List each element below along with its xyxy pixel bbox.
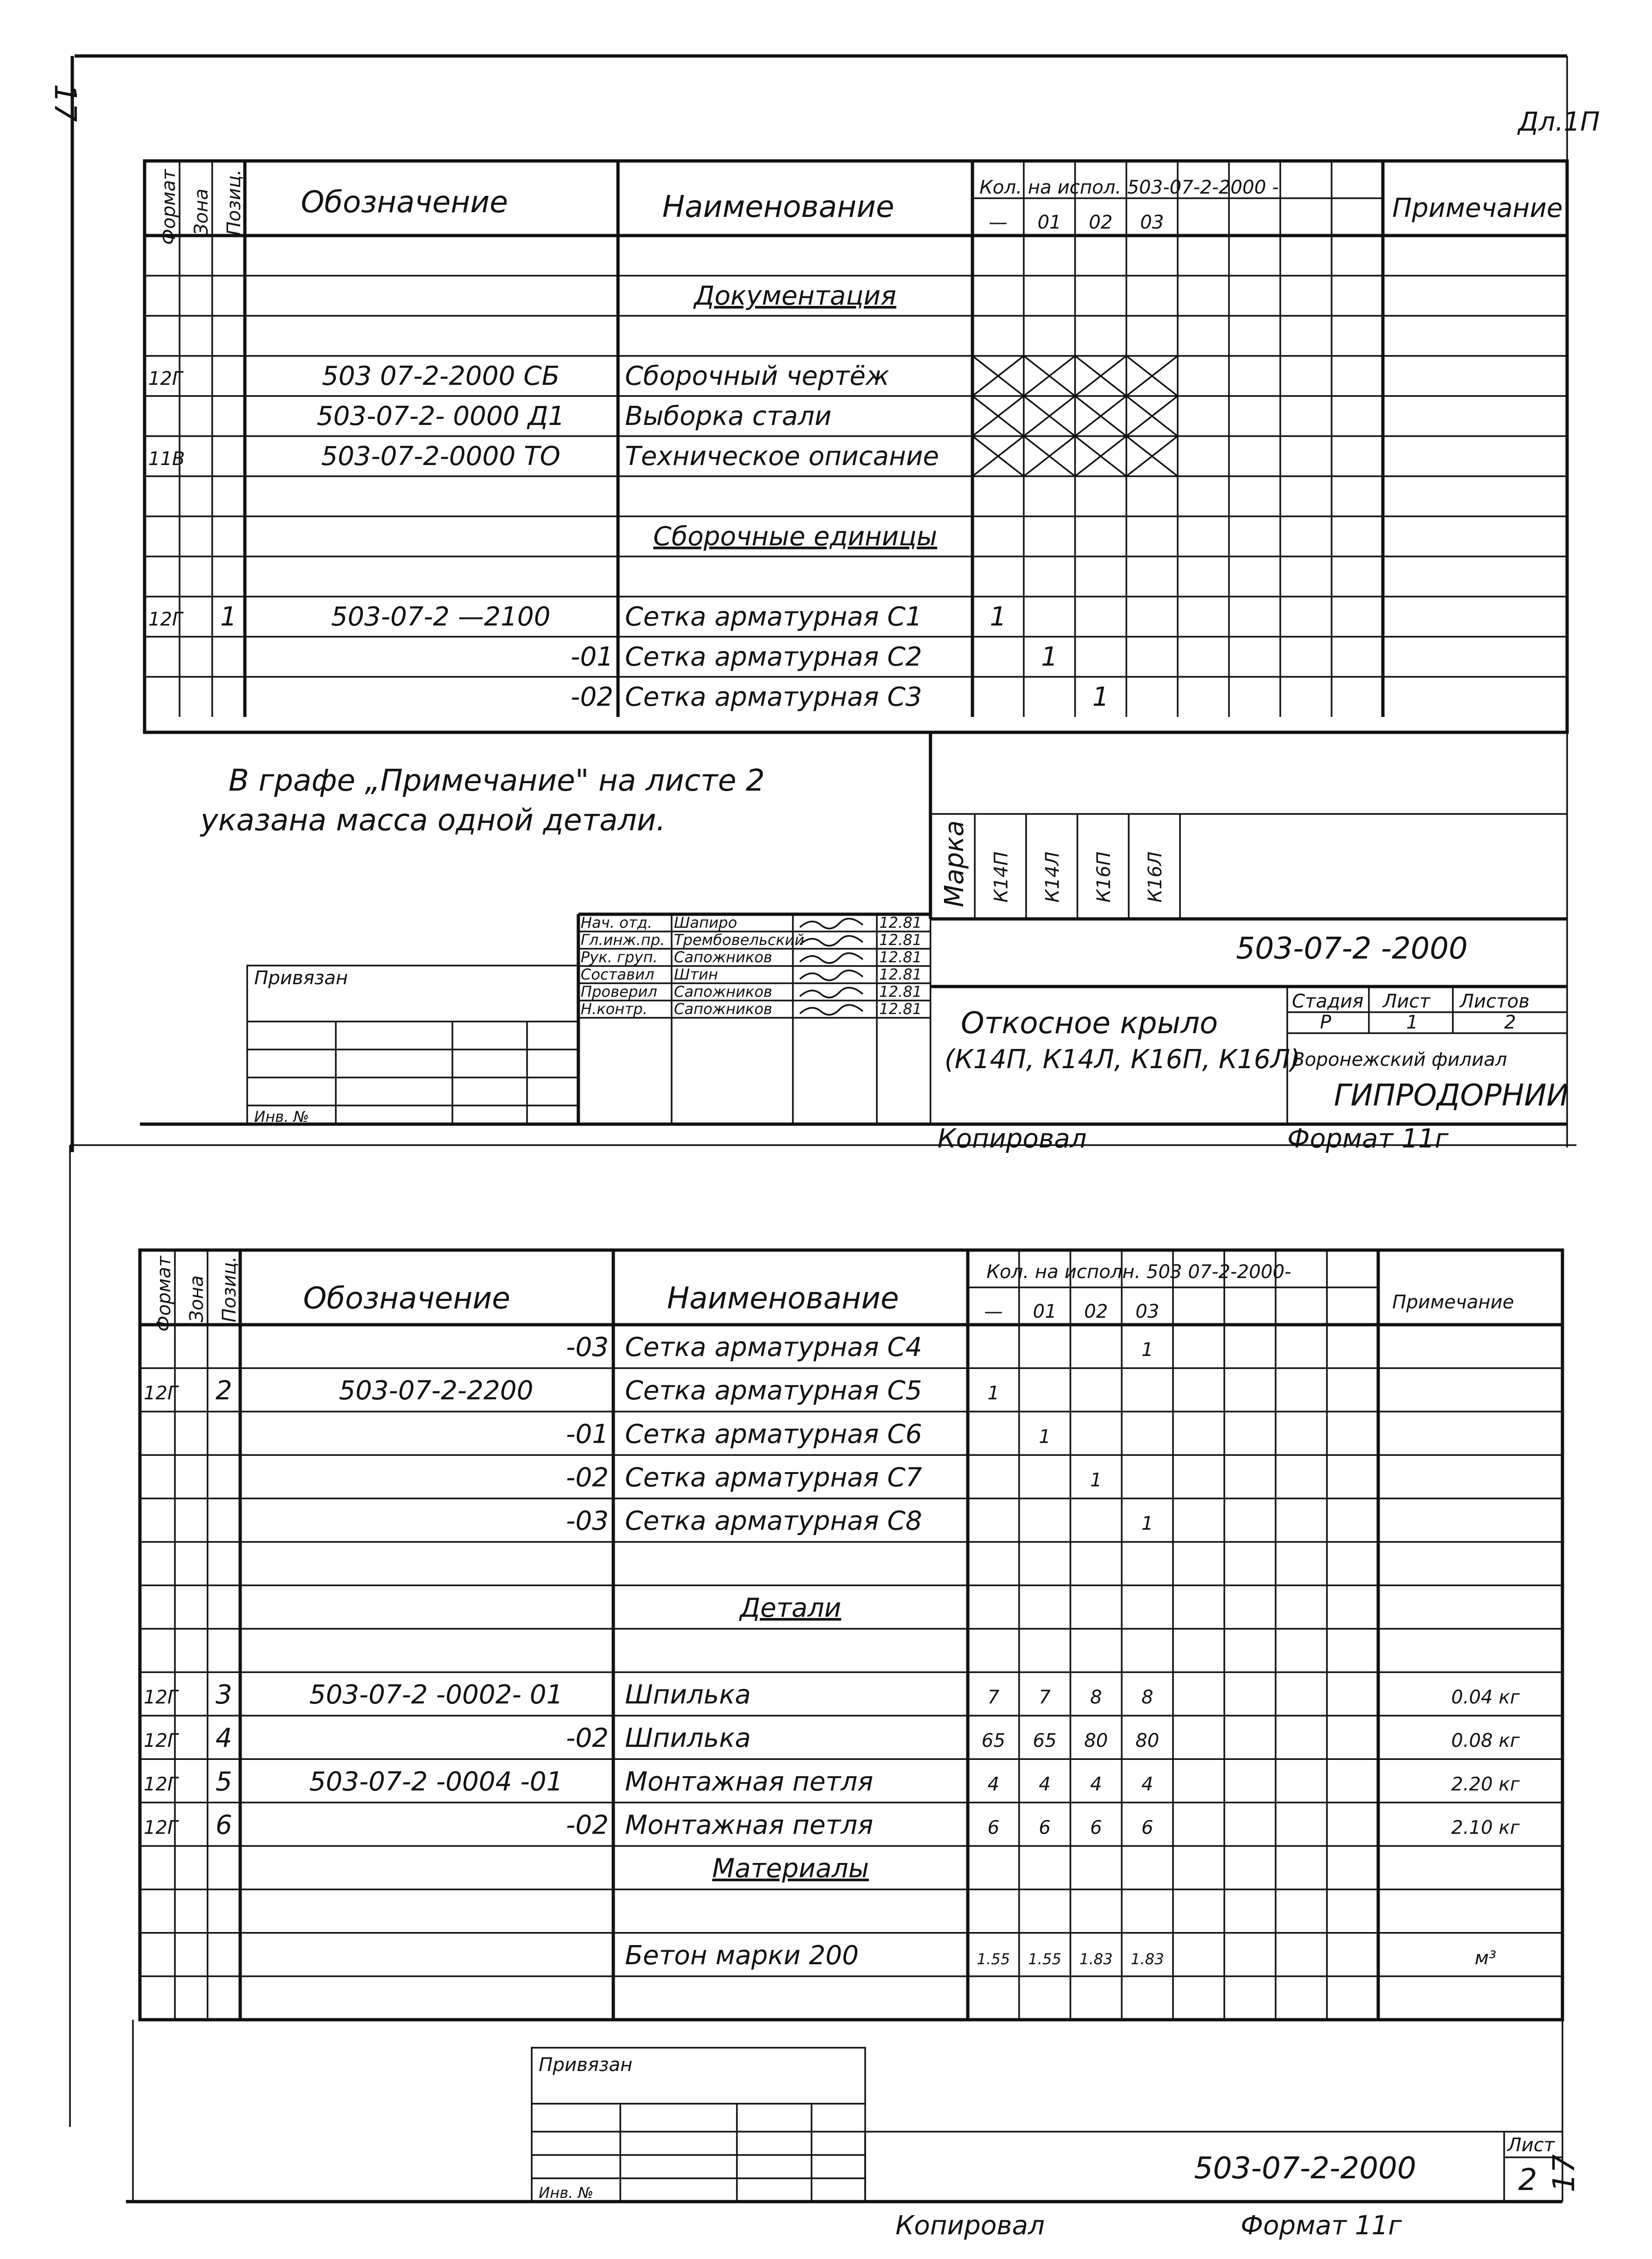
- header-format: Формат: [158, 169, 180, 245]
- header-pos-2: Позиц.: [219, 1256, 240, 1322]
- row-designation: -02: [566, 1810, 609, 1841]
- org-line-1: Воронежский филиал: [1292, 1049, 1507, 1070]
- row-qty-1: 1: [1039, 1426, 1051, 1448]
- privyazan-label: Привязан: [254, 967, 348, 989]
- qty-col-2-2: 02: [1084, 1301, 1108, 1322]
- table-row: [571, 642, 1058, 672]
- row-name: Сетка арматурная С2: [625, 641, 922, 672]
- header-note: Примечание: [1392, 193, 1563, 223]
- signature-name: Шапиро: [674, 913, 737, 931]
- signature-row: [581, 966, 922, 983]
- table-row: [566, 1332, 1153, 1362]
- row-note: м³: [1474, 1947, 1497, 1969]
- mark-1: К14Л: [1042, 851, 1063, 903]
- row-format: 12Г: [144, 1383, 178, 1404]
- row-name: Сетка арматурная С3: [625, 681, 922, 712]
- table-row: [144, 1376, 1000, 1406]
- table-row: [571, 682, 1109, 712]
- qty-col-2-1: 01: [1033, 1301, 1057, 1322]
- row-position: 2: [215, 1376, 232, 1406]
- row-position: 5: [215, 1766, 232, 1797]
- page-number-left: 17: [48, 84, 82, 122]
- title-block-1: [140, 914, 1569, 1154]
- row-name: Шпилька: [625, 1723, 751, 1754]
- row-name: Техническое описание: [625, 441, 939, 472]
- row-designation: -01: [566, 1419, 609, 1450]
- marka-label: Марка: [939, 820, 970, 907]
- format-label-2: Формат 11г: [1241, 2210, 1402, 2241]
- sheets-value: 2: [1504, 1012, 1516, 1033]
- row-heading: Документация: [694, 280, 896, 311]
- row-designation: 503-07-2 -0004 -01: [309, 1766, 563, 1797]
- table-row: [566, 1462, 1102, 1493]
- row-position: 3: [215, 1680, 232, 1710]
- doc-code-2: 503-07-2-2000: [1194, 2151, 1416, 2186]
- row-qty-3: 1: [1141, 1513, 1153, 1535]
- row-name: Сетка арматурная С5: [625, 1376, 922, 1406]
- signature-date: 12.81: [879, 982, 922, 1001]
- table-row: [738, 1593, 841, 1623]
- row-qty-3: 80: [1135, 1730, 1159, 1752]
- table-row: [712, 1854, 869, 1884]
- qty-col-2-3: 03: [1135, 1301, 1159, 1322]
- marka-block: [930, 732, 1567, 919]
- qty-col-2-0: —: [984, 1301, 1003, 1322]
- row-position: 1: [220, 601, 237, 632]
- inv-label-2: Инв. №: [539, 2184, 594, 2202]
- signature-scribble: [800, 970, 863, 980]
- stage-value: Р: [1320, 1012, 1332, 1033]
- mark-2: К16П: [1093, 851, 1115, 903]
- signature-name: Сапожников: [674, 1000, 772, 1018]
- header-designation: Обозначение: [301, 185, 508, 220]
- signature-row: [581, 983, 922, 1001]
- table-row: [144, 1723, 1520, 1753]
- row-qty-0: 1: [987, 1383, 1000, 1404]
- row-name: Бетон марки 200: [625, 1940, 859, 1971]
- row-name: Сборочный чертёж: [625, 361, 889, 391]
- row-name: Сетка арматурная С6: [625, 1419, 922, 1450]
- row-qty-0: 6: [987, 1817, 1000, 1839]
- signature-scribble: [800, 987, 863, 997]
- qty-col-2: 02: [1089, 212, 1113, 233]
- row-format: 12Г: [144, 1817, 178, 1839]
- header-qty-columns: [989, 212, 1164, 233]
- row-designation: -02: [566, 1723, 609, 1754]
- row-name: Сетка арматурная С1: [625, 601, 922, 632]
- inv-label: Инв. №: [254, 1108, 309, 1126]
- table-row: [653, 521, 937, 552]
- org-line-2: ГИПРОДОРНИИ: [1334, 1078, 1569, 1113]
- sheet-value-2: 2: [1518, 2163, 1537, 2197]
- signature-role: Рук. груп.: [581, 948, 658, 966]
- row-qty-0: 4: [987, 1773, 1000, 1795]
- row-note: 0.08 кг: [1451, 1730, 1520, 1752]
- signature-role: Гл.инж.пр.: [581, 931, 665, 949]
- spec-table-2-header: [153, 1255, 1514, 1332]
- header-note-2: Примечание: [1392, 1292, 1514, 1313]
- row-qty-1: 65: [1033, 1730, 1057, 1752]
- signature-date: 12.81: [879, 948, 922, 966]
- signature-date: 12.81: [879, 931, 922, 949]
- row-designation: -03: [566, 1332, 609, 1363]
- row-qty-0: 65: [981, 1730, 1006, 1752]
- row-qty-1: 1: [1041, 641, 1058, 672]
- table-row: [693, 281, 896, 311]
- row-designation: -02: [570, 681, 613, 712]
- copied-label: Копировал: [937, 1124, 1087, 1154]
- header-qty: Кол. на испол. 503-07-2-2000 -: [979, 177, 1279, 198]
- row-qty-1: 1.55: [1028, 1950, 1062, 1968]
- row-qty-2: 8: [1090, 1687, 1102, 1709]
- sheet-label-2: Лист: [1507, 2134, 1555, 2156]
- copied-label-2: Копировал: [895, 2210, 1045, 2241]
- header-name: Наименование: [662, 190, 895, 224]
- row-name: Сетка арматурная С8: [625, 1506, 922, 1536]
- row-position: 4: [215, 1723, 232, 1754]
- row-designation: 503-07-2-2200: [339, 1376, 534, 1406]
- signature-scribble: [800, 953, 863, 963]
- row-qty-3: 1.83: [1131, 1950, 1164, 1968]
- row-name: Шпилька: [625, 1680, 751, 1710]
- signature-scribble: [800, 918, 863, 928]
- mark-0: К14П: [991, 851, 1012, 903]
- row-qty-1: 6: [1039, 1817, 1051, 1839]
- header-zone-2: Зона: [186, 1275, 208, 1322]
- row-qty-2: 6: [1090, 1817, 1102, 1839]
- row-position: 6: [215, 1810, 232, 1841]
- header-pos: Позиц.: [223, 169, 245, 236]
- row-qty-2: 1: [1090, 1469, 1102, 1491]
- signature-role: Н.контр.: [581, 1000, 648, 1018]
- qty-col-0: —: [989, 212, 1007, 233]
- table-row: [317, 396, 1178, 436]
- format-label: Формат 11г: [1287, 1124, 1449, 1154]
- row-name: Монтажная петля: [625, 1766, 874, 1797]
- row-qty-3: 6: [1141, 1817, 1153, 1839]
- row-qty-1: 4: [1039, 1773, 1051, 1795]
- row-name: Выборка стали: [625, 401, 832, 431]
- table-row: [566, 1419, 1051, 1449]
- signature-row: [581, 948, 922, 966]
- row-qty-1: 7: [1039, 1687, 1051, 1709]
- row-designation: -03: [566, 1506, 609, 1536]
- sheet-value: 1: [1406, 1012, 1418, 1033]
- remark-line-2: указана масса одной детали.: [201, 803, 666, 838]
- row-qty-0: 1: [990, 601, 1006, 632]
- row-format: 12Г: [144, 1730, 178, 1752]
- row-qty-2: 4: [1090, 1773, 1102, 1795]
- table-row: [625, 1940, 1496, 1971]
- archive-mark: Дл.1П: [1518, 107, 1600, 137]
- table-row: [144, 1766, 1520, 1797]
- signature-date: 12.81: [879, 913, 922, 931]
- signature-role: Составил: [581, 965, 654, 983]
- table-row: [144, 1680, 1520, 1710]
- spec-table-1: [145, 161, 1567, 717]
- row-qty-2: 1.83: [1079, 1950, 1113, 1968]
- row-name: Сетка арматурная С4: [625, 1332, 922, 1363]
- signature-name: Сапожников: [674, 982, 772, 1001]
- header-qty-columns-2: [984, 1301, 1159, 1322]
- sheet-2: [126, 1250, 1582, 2241]
- row-name: Сетка арматурная С7: [625, 1462, 922, 1493]
- signature-row: [581, 1000, 922, 1018]
- title-line-2: (К14П, К14Л, К16П, К16Л): [944, 1044, 1300, 1075]
- doc-code: 503-07-2 -2000: [1236, 931, 1468, 966]
- row-note: 2.10 кг: [1451, 1817, 1520, 1839]
- row-heading: Материалы: [712, 1853, 869, 1884]
- header-format-2: Формат: [153, 1256, 175, 1332]
- page-number-right: 17: [1547, 2154, 1582, 2192]
- header-designation-2: Обозначение: [303, 1281, 511, 1316]
- row-qty-3: 1: [1141, 1339, 1153, 1361]
- signature-role: Нач. отд.: [581, 913, 652, 931]
- signature-scribble: [800, 936, 863, 945]
- signature-role: Проверил: [581, 982, 658, 1001]
- row-qty-3: 4: [1141, 1773, 1153, 1795]
- row-designation: -01: [570, 641, 613, 672]
- row-format: 12Г: [144, 1687, 178, 1709]
- row-note: 0.04 кг: [1451, 1687, 1520, 1709]
- row-format: 11В: [148, 448, 185, 470]
- mark-3: К16Л: [1145, 851, 1166, 903]
- signature-name: Штин: [674, 965, 718, 983]
- row-qty-0: 1.55: [977, 1950, 1010, 1968]
- row-note: 2.20 кг: [1451, 1773, 1520, 1795]
- row-designation: 503-07-2 —2100: [331, 601, 551, 632]
- row-designation: 503-07-2 -0002- 01: [309, 1680, 563, 1710]
- sheets-label: Листов: [1460, 991, 1530, 1012]
- signature-date: 12.81: [879, 965, 922, 983]
- row-qty-2: 80: [1084, 1730, 1108, 1752]
- privyazan-label-2: Привязан: [539, 2054, 633, 2076]
- row-qty-0: 7: [987, 1687, 1000, 1709]
- qty-col-1: 01: [1037, 212, 1062, 233]
- stage-label: Стадия: [1292, 991, 1364, 1012]
- row-qty-3: 8: [1141, 1687, 1153, 1709]
- table-row: [566, 1506, 1153, 1536]
- row-format: 12Г: [148, 368, 183, 389]
- table-row: [148, 602, 1006, 632]
- remark-line-1: В графе „Примечание" на листе 2: [229, 764, 765, 798]
- row-heading: Сборочные единицы: [653, 521, 937, 552]
- row-format: 12Г: [148, 608, 183, 630]
- signature-date: 12.81: [879, 1000, 922, 1018]
- sheet-label: Лист: [1383, 991, 1430, 1012]
- signature-row: [581, 914, 922, 931]
- row-format: 12Г: [144, 1773, 178, 1795]
- row-designation: 503 07-2-2000 СБ: [322, 361, 560, 391]
- row-designation: -02: [566, 1462, 609, 1493]
- signature-row: [581, 931, 922, 949]
- table-row: [144, 1810, 1520, 1840]
- signature-name: Трембовельский: [674, 931, 805, 949]
- spec-table-1-header: [158, 168, 1563, 245]
- signature-name: Сапожников: [674, 948, 772, 966]
- header-zone: Зона: [191, 188, 212, 236]
- row-designation: 503-07-2-0000 ТО: [321, 441, 561, 472]
- title-line-1: Откосное крыло: [961, 1006, 1218, 1041]
- row-name: Монтажная петля: [625, 1810, 874, 1841]
- header-qty-2: Кол. на исполн. 503 07-2-2000-: [986, 1261, 1291, 1283]
- spec-table-2: [140, 1250, 1562, 2020]
- row-heading: Детали: [740, 1592, 841, 1623]
- header-name-2: Наименование: [667, 1281, 899, 1316]
- row-qty-2: 1: [1092, 681, 1109, 712]
- row-designation: 503-07-2- 0000 Д1: [317, 401, 565, 431]
- qty-col-3: 03: [1140, 212, 1164, 233]
- signature-scribble: [800, 1005, 863, 1015]
